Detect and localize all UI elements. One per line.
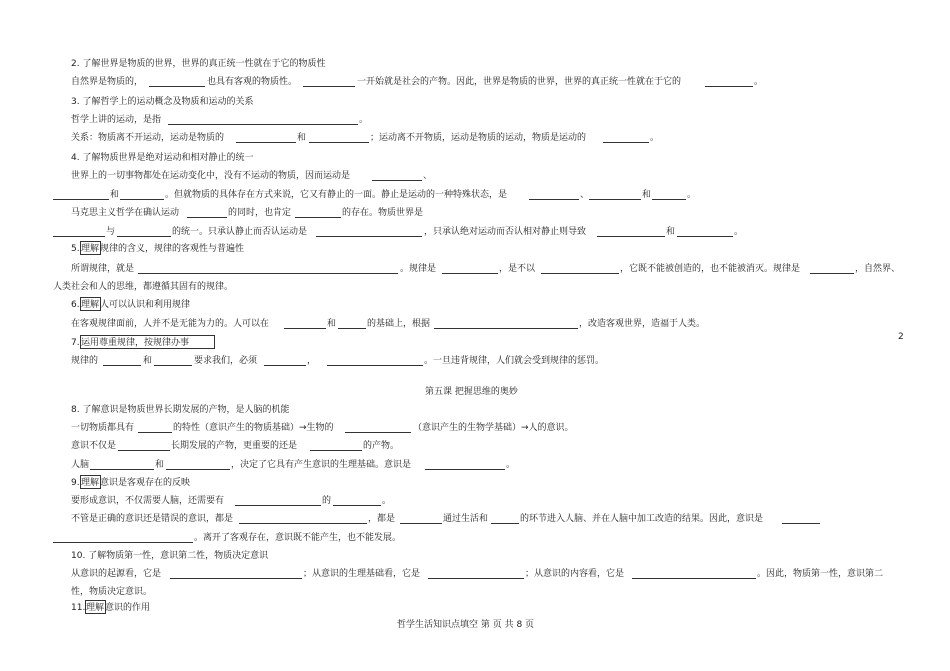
blank[interactable] (434, 328, 578, 329)
blank[interactable] (53, 199, 109, 200)
blank[interactable] (309, 142, 369, 143)
blank[interactable] (264, 365, 306, 366)
blank[interactable] (782, 523, 820, 524)
blank[interactable] (425, 469, 505, 470)
blank[interactable] (138, 273, 398, 274)
blank[interactable] (103, 365, 141, 366)
blank[interactable] (170, 578, 302, 579)
blank[interactable] (603, 142, 649, 143)
blank[interactable] (295, 217, 341, 218)
blank[interactable] (310, 450, 362, 451)
blank[interactable] (154, 365, 192, 366)
blank[interactable] (589, 199, 641, 200)
blank[interactable] (333, 505, 381, 506)
blank[interactable] (810, 273, 854, 274)
document-page: 2. 了解世界是物质的世界，世界的真正统一性就在于它的物质性 自然界是物质的， 也具有客观的物质性。 一开始就是社会的产物。因此，世界是物质的世界，世界的真正统一性就在于它的 。 3. 了解哲学上的运动概念及物质和运动的关系 哲学上讲的运动，是指 。 关系：物质离不开运动，运动是物质的 和 ；运动离不开物质，运动是物质的运动，物质是运动的 。 4. 了解物质世界是绝对运动和相对静止的统一 世界上的一切事物都处在运动变化中，没有不运动的物质，因而运动是 、 和 。但就物质的具体存在方式来说，它又有静止的一面。静止是运动的一种特殊状态，是 、 和 。 马克思主义哲学在确认运动 的同时，也肯定 的存在。物质世界是 与 的统一。只承认静止而否认运动是 ，只承认绝对运动而否认相对静止则导致 和 。 5. 理解 规律的含义，规律的客观性与普遍性 所谓规律，就是 。规律是 ，是不以 ，它既不能被创造的，也不能被消灭。规律是 ，自然界、 人类社会和人的思维，都遵循其固有的规律。 6. 理解 人可以认识和利用规律 在客观规律面前，人并不是无能为力的。人可以在 和 的基础上，根据 ，改造客观世界，造福于人类。 7. 运用尊重规律，按规律办事 规律的 和 要求我们，必须 ， 。一旦违背规律，人们就会受到规律的惩罚。 2 第五课 把握思维的奥妙 8. 了解意识是物质世界长期发展的产物，是人脑的机能 一切物质都具有 的特性（意识产生的物质基础）→生物的 （意识产生的生物学基础）→人的意识。 意识不仅是 长期发展的产物，更重要的还是 的产物。 人脑 和 ，决定了它具有产生意识的生理基础。意识是 。 9. 理解 意识是客观存在的反映 要形成意识，不仅需要人脑，还需要有 的 。 不管是正确的意识还是错误的意识，都是 ，都是 通过生活和 的环节进入人脑、并在人脑中加工改造的结果。因此，意识是 。离开了客观存在，意识既不能产生，也不能发展。 10. 了解物质第一性，意识第二性，物质决定意识 从意识的起源看，它是 ；从意识的生理基础看，它是 ；从意识的内容看，它是 。因此，物质第一性，意识第二 性，物质决定意识。 11. 理解 意识的作用 哲学生活知识点填空 第 页 共 8 页 (53, 59, 904, 630)
blank[interactable] (705, 86, 753, 87)
blank[interactable] (53, 236, 105, 237)
blank[interactable] (632, 578, 756, 579)
blank[interactable] (428, 578, 524, 579)
blank[interactable] (541, 273, 619, 274)
blank[interactable] (677, 236, 733, 237)
blank[interactable] (117, 236, 171, 237)
blank[interactable] (303, 86, 355, 87)
blank[interactable] (187, 217, 227, 218)
blank[interactable] (327, 365, 423, 366)
blank[interactable] (652, 199, 686, 200)
blank[interactable] (284, 328, 326, 329)
blank[interactable] (166, 469, 230, 470)
blank[interactable] (442, 273, 498, 274)
blank[interactable] (90, 469, 154, 470)
blank[interactable] (235, 505, 321, 506)
blank[interactable] (316, 236, 422, 237)
blank[interactable] (236, 142, 296, 143)
blank[interactable] (168, 124, 358, 125)
blank[interactable] (400, 523, 442, 524)
blank[interactable] (597, 236, 665, 237)
blank[interactable] (345, 432, 411, 433)
blank[interactable] (120, 199, 164, 200)
blank[interactable] (239, 523, 367, 524)
blank[interactable] (491, 523, 519, 524)
blank[interactable] (149, 86, 205, 87)
blank[interactable] (338, 328, 366, 329)
blank[interactable] (138, 432, 172, 433)
blank[interactable] (53, 542, 193, 543)
blank[interactable] (118, 450, 170, 451)
blank[interactable] (372, 180, 422, 181)
blank[interactable] (529, 199, 579, 200)
